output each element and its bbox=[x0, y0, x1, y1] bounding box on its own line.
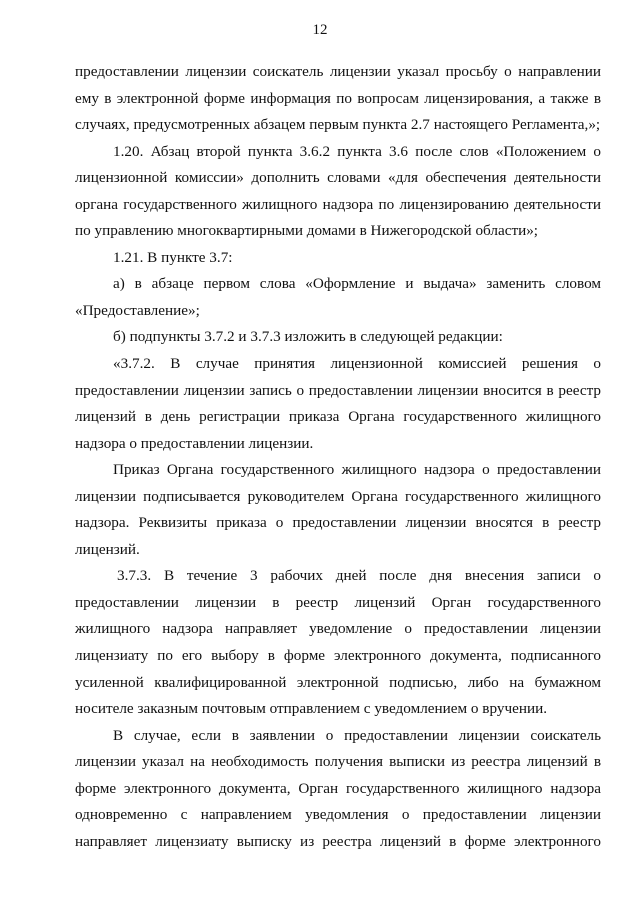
paragraph-start-line: 1.20. Абзац второй пункта 3.6.2 пункта 3.6 после слов «Положением о bbox=[113, 142, 601, 160]
text-line: «Предоставление»; bbox=[75, 301, 200, 319]
text-line: предоставлении лицензии в реестр лицензий Орган государственного bbox=[75, 593, 601, 611]
paragraph-start-line: б) подпункты 3.7.2 и 3.7.3 изложить в следующей редакции: bbox=[113, 328, 503, 346]
page-number: 12 bbox=[312, 22, 328, 38]
text-line: лицензионной комиссии» дополнить словами «для обеспечения деятельности bbox=[75, 169, 601, 187]
text-line: носителе заказным почтовым отправлением с уведомлением о вручении. bbox=[75, 700, 548, 718]
text-line: одновременно с направлением уведомления о предоставлении лицензии bbox=[75, 806, 601, 824]
paragraph-start-line: а) в абзаце первом слова «Оформление и выдача» заменить словом bbox=[113, 275, 601, 293]
text-line: лицензиату по его выбору в форме электронного документа, подписанного bbox=[75, 647, 601, 665]
text-line: форме электронного документа, Орган государственного жилищного надзора bbox=[75, 779, 601, 797]
text-line: лицензий. bbox=[75, 540, 140, 558]
text-line: направляет лицензиату выписку из реестра лицензий в форме электронного bbox=[75, 832, 601, 850]
paragraph-start-line: В случае, если в заявлении о предоставлении лицензии соискатель bbox=[113, 726, 601, 744]
paragraph-start-line: 3.7.3. В течение 3 рабочих дней после дня внесения записи о bbox=[117, 567, 601, 585]
paragraph-start-line: 1.21. В пункте 3.7: bbox=[113, 248, 233, 266]
paragraph-start-line: Приказ Органа государственного жилищного надзора о предоставлении bbox=[113, 461, 601, 479]
text-line: предоставлении лицензии соискатель лицензии указал просьбу о направлении bbox=[75, 63, 601, 80]
text-line: по управлению многоквартирными домами в Нижегородской области»; bbox=[75, 222, 539, 240]
text-line: жилищного надзора направляет уведомление о предоставлении лицензии bbox=[75, 620, 601, 638]
text-line: ему в электронной форме информация по вопросам лицензирования, а также в bbox=[75, 89, 601, 107]
text-line: лицензии указал на необходимость получения выписки из реестра лицензий в bbox=[75, 753, 601, 771]
text-line: лицензии подписывается руководителем Органа государственного жилищного bbox=[75, 487, 601, 505]
text-line: органа государственного жилищного надзора по лицензированию деятельности bbox=[75, 195, 601, 213]
paragraph-start-line: «3.7.2. В случае принятия лицензионной комиссией решения о bbox=[113, 355, 601, 373]
text-line: лицензий в день регистрации приказа Органа государственного жилищного bbox=[75, 408, 601, 426]
text-line: надзора. Реквизиты приказа о предоставлении лицензии вносятся в реестр bbox=[75, 514, 601, 532]
text-line: предоставлении лицензии запись о предоставлении лицензии вносится в реестр bbox=[75, 381, 601, 399]
text-line: случаях, предусмотренных абзацем первым пункта 2.7 настоящего Регламента,»; bbox=[75, 116, 601, 134]
text-line: надзора о предоставлении лицензии. bbox=[75, 434, 314, 452]
text-line: усиленной квалифицированной электронной подписью, либо на бумажном bbox=[75, 673, 601, 691]
document-body bbox=[75, 59, 601, 855]
